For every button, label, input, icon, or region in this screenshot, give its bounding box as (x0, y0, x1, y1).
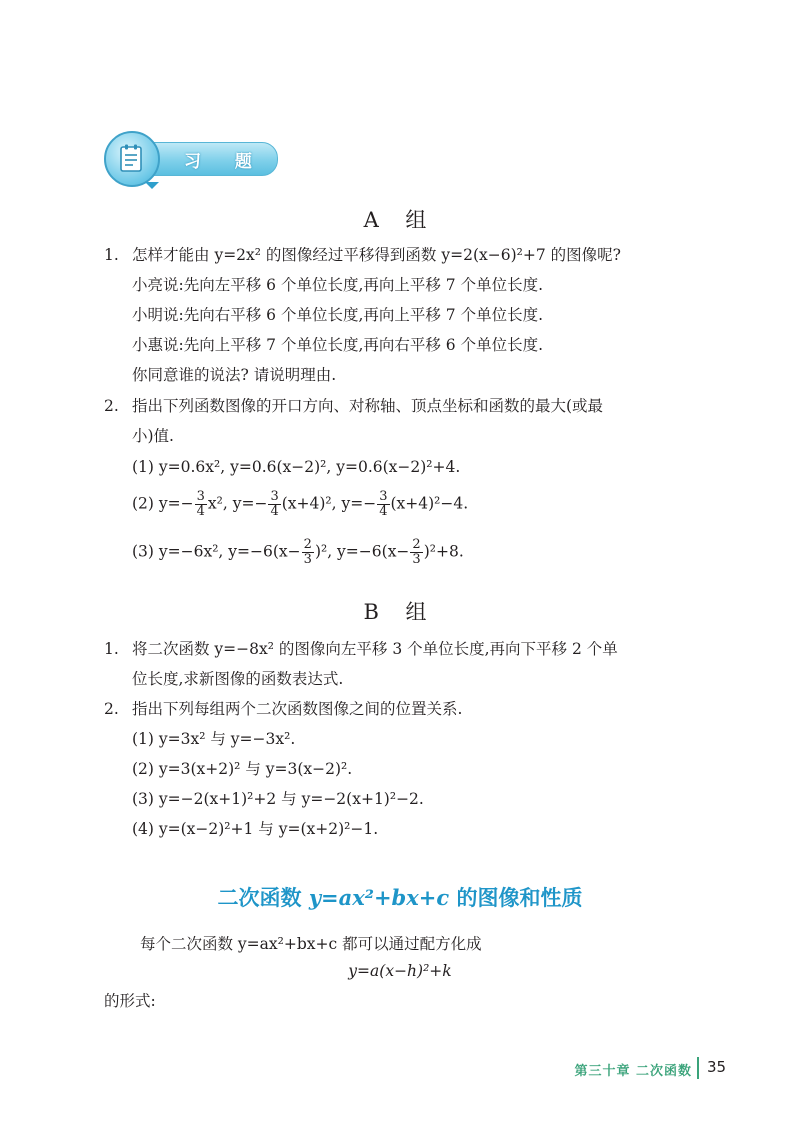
banner-pointer (145, 182, 159, 189)
b-q2-part4: (4) y=(x−2)²+1 与 y=(x+2)²−1. (132, 820, 379, 838)
frac-num: 3 (270, 489, 279, 504)
b-q2-part2: (2) y=3(x+2)² 与 y=3(x−2)². (132, 760, 353, 778)
a-q1-xiaohui: 小惠说:先向上平移 7 个单位长度,再向右平移 6 个单位长度. (132, 336, 544, 354)
a-q2-part2-a: x², y=− (207, 494, 268, 513)
a-q2-part3-label: (3) y=−6x², y=−6(x− (132, 542, 301, 561)
a-q2-number: 2. (104, 397, 119, 415)
frac-den: 4 (196, 504, 205, 519)
frac-den: 4 (379, 504, 388, 519)
section-title (0, 882, 800, 912)
a-q1-xiaoming: 小明说:先向右平移 6 个单位长度,再向上平移 7 个单位长度. (132, 306, 544, 324)
fraction-three-quarters (195, 490, 207, 519)
b-q2-line1: 指出下列每组两个二次函数图像之间的位置关系. (132, 700, 463, 718)
b-q1-line2: 位长度,求新图像的函数表达式. (132, 670, 344, 688)
b-q2-part3: (3) y=−2(x+1)²+2 与 y=−2(x+1)²−2. (132, 790, 424, 808)
a-q2-line2: 小)值. (132, 427, 174, 445)
a-q2-part3 (132, 538, 464, 567)
b-q2-number: 2. (104, 700, 119, 718)
a-q1-line1-b: y=2x² 的图像经过平移得到函数 y=2(x−6)²+7 的图像呢? (214, 246, 621, 264)
notepad-icon (119, 144, 143, 172)
banner-title: 习 题 (184, 152, 266, 172)
a-q2-part3-a: )², y=−6(x− (314, 542, 410, 561)
a-q1-line1 (132, 244, 621, 266)
banner-badge (104, 131, 160, 187)
group-b-heading: B 组 (363, 600, 437, 624)
a-q2-part2-label: (2) y=− (132, 494, 194, 513)
b-q1-number: 1. (104, 640, 119, 658)
a-q1-question: 你同意谁的说法? 请说明理由. (132, 366, 337, 384)
fraction-two-thirds (410, 538, 422, 567)
footer-divider (697, 1057, 699, 1079)
page-number: 35 (707, 1058, 727, 1076)
section-paragraph-2: 的形式: (104, 992, 156, 1010)
frac-num: 3 (379, 489, 388, 504)
fraction-three-quarters (377, 490, 389, 519)
b-q1-line1: 将二次函数 y=−8x² 的图像向左平移 3 个单位长度,再向下平移 2 个单 (132, 640, 618, 658)
a-q1-xiaoliang: 小亮说:先向左平移 6 个单位长度,再向上平移 7 个单位长度. (132, 276, 544, 294)
section-title-pre: 二次函数 (217, 886, 309, 910)
frac-num: 2 (412, 537, 421, 552)
a-q2-part2 (132, 490, 468, 519)
a-q2-part3-b: )²+8. (423, 542, 464, 561)
exercise-banner (104, 131, 276, 189)
section-title-math: y=ax²+bx+c (308, 885, 450, 910)
a-q2-part1: (1) y=0.6x², y=0.6(x−2)², y=0.6(x−2)²+4. (132, 458, 461, 476)
frac-num: 3 (196, 489, 205, 504)
footer-chapter: 第三十章 二次函数 (574, 1064, 692, 1079)
b-q2-part1: (1) y=3x² 与 y=−3x². (132, 730, 296, 748)
fraction-three-quarters (268, 490, 280, 519)
frac-num: 2 (303, 537, 312, 552)
section-paragraph-1: 每个二次函数 y=ax²+bx+c 都可以通过配方化成 (140, 935, 482, 953)
a-q1-number: 1. (104, 246, 119, 264)
section-title-post: 的图像和性质 (449, 886, 583, 910)
a-q2-part2-c: (x+4)²−4. (390, 494, 469, 513)
section-formula: y=a(x−h)²+k (348, 962, 452, 980)
fraction-two-thirds (302, 538, 314, 567)
frac-den: 4 (270, 504, 279, 519)
a-q2-part2-b: (x+4)², y=− (281, 494, 377, 513)
frac-den: 3 (412, 552, 421, 567)
a-q1-line1-a: 怎样才能由 (132, 246, 215, 264)
frac-den: 3 (303, 552, 312, 567)
group-a-heading: A 组 (363, 208, 437, 232)
a-q2-line1: 指出下列函数图像的开口方向、对称轴、顶点坐标和函数的最大(或最 (132, 397, 604, 415)
